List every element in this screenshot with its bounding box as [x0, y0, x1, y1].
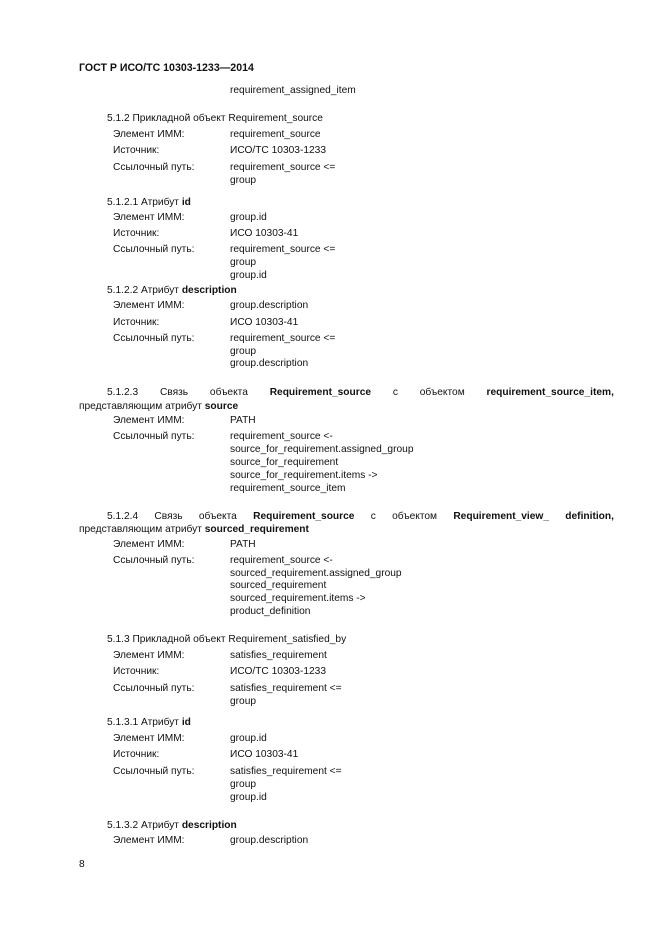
- ref-path-line: sourced_requirement: [230, 580, 327, 591]
- label-ref-path: Ссылочный путь:: [113, 244, 195, 255]
- section-5-1-3-title: 5.1.3 Прикладной объект Requirement_satisfied_by: [107, 634, 347, 645]
- ref-path-line: group: [230, 346, 257, 357]
- ref-path-line: source_for_requirement.assigned_group: [230, 444, 414, 455]
- section-5-1-2-4-continuation: [79, 523, 309, 536]
- title-word: Связь: [154, 511, 183, 522]
- label-imm: Элемент ИММ:: [113, 733, 185, 744]
- section-5-1-2-3-title: [107, 386, 614, 399]
- ref-path-line: group.id: [230, 270, 267, 281]
- title-word: объекта: [209, 387, 248, 398]
- value-source: ИСО/ТС 10303-1233: [230, 666, 327, 677]
- value-imm: group.id: [230, 733, 267, 744]
- label-imm: Элемент ИММ:: [113, 650, 185, 661]
- continuation-text: представляющим атрибут: [79, 524, 202, 535]
- label-imm: Элемент ИММ:: [113, 300, 185, 311]
- title-word: Связь: [159, 387, 189, 398]
- attr-word: Атрибут: [141, 285, 179, 296]
- intro-line: requirement_assigned_item: [230, 85, 356, 96]
- label-ref-path: Ссылочный путь:: [113, 683, 195, 694]
- ref-path-line: product_definition: [230, 606, 311, 617]
- section-5-1-2-2-title: [107, 284, 237, 297]
- section-5-1-3-1-title: [107, 716, 191, 729]
- title-word: объекта: [198, 511, 237, 522]
- section-5-1-3-2-title: [107, 819, 237, 832]
- title-word: 5.1.2.4: [107, 511, 139, 522]
- ref-path-line: requirement_source <-: [230, 431, 333, 442]
- title-word: definition,: [565, 511, 614, 522]
- title-word: 5.1.2.3: [107, 387, 139, 398]
- section-number: 5.1.2.1: [107, 197, 139, 208]
- attr-word: Атрибут: [141, 820, 179, 831]
- page-number: 8: [79, 859, 85, 870]
- attr-name: description: [181, 820, 237, 831]
- ref-path-line: satisfies_requirement <=: [230, 683, 342, 694]
- label-ref-path: Ссылочный путь:: [113, 162, 195, 173]
- label-ref-path: Ссылочный путь:: [113, 766, 195, 777]
- ref-path-line: group: [230, 696, 257, 707]
- value-imm: group.description: [230, 835, 309, 846]
- label-imm: Элемент ИММ:: [113, 539, 185, 550]
- value-imm: PATH: [230, 539, 256, 550]
- value-source: ИСО 10303-41: [230, 317, 299, 328]
- title-word: объектом: [392, 511, 438, 522]
- ref-path-line: source_for_requirement: [230, 457, 339, 468]
- attr-name: sourced_requirement: [204, 524, 309, 535]
- label-ref-path: Ссылочный путь:: [113, 431, 195, 442]
- section-number: 5.1.3.2: [107, 820, 139, 831]
- title-word: Requirement_source: [269, 387, 372, 398]
- title-word: requirement_source_item,: [486, 387, 614, 398]
- value-imm: satisfies_requirement: [230, 650, 327, 661]
- ref-path-line: requirement_source <=: [230, 244, 336, 255]
- value-source: ИСО 10303-41: [230, 228, 299, 239]
- label-ref-path: Ссылочный путь:: [113, 333, 195, 344]
- ref-path-line: group.id: [230, 792, 267, 803]
- ref-path-line: satisfies_requirement <=: [230, 766, 342, 777]
- value-source: ИСО 10303-41: [230, 749, 299, 760]
- section-5-1-2-3-continuation: [79, 400, 238, 413]
- ref-path-line: group: [230, 175, 257, 186]
- label-imm: Элемент ИММ:: [113, 415, 185, 426]
- ref-path-line: requirement_source <-: [230, 555, 333, 566]
- value-imm: group.description: [230, 300, 309, 311]
- value-imm: requirement_source: [230, 129, 321, 140]
- title-word: с: [392, 387, 398, 398]
- attr-word: Атрибут: [141, 717, 179, 728]
- label-source: Источник:: [113, 666, 160, 677]
- label-source: Источник:: [113, 145, 160, 156]
- label-imm: Элемент ИММ:: [113, 129, 185, 140]
- ref-path-line: requirement_source <=: [230, 162, 336, 173]
- attr-name: id: [181, 197, 191, 208]
- continuation-text: представляющим атрибут: [79, 401, 202, 412]
- title-word: Requirement_view_: [453, 511, 550, 522]
- value-imm: PATH: [230, 415, 256, 426]
- ref-path-line: sourced_requirement.assigned_group: [230, 568, 402, 579]
- section-number: 5.1.2.2: [107, 285, 139, 296]
- ref-path-line: group: [230, 779, 257, 790]
- title-word: с: [370, 511, 376, 522]
- section-5-1-2-4-title: [107, 510, 614, 523]
- title-word: Requirement_source: [253, 511, 355, 522]
- section-5-1-2-1-title: [107, 196, 191, 209]
- section-5-1-2-title: 5.1.2 Прикладной объект Requirement_source: [107, 113, 323, 124]
- attr-name: description: [181, 285, 237, 296]
- label-source: Источник:: [113, 749, 160, 760]
- title-word: объектом: [419, 387, 465, 398]
- label-ref-path: Ссылочный путь:: [113, 555, 195, 566]
- value-source: ИСО/ТС 10303-1233: [230, 145, 327, 156]
- document-header: ГОСТ Р ИСО/ТС 10303-1233—2014: [79, 62, 254, 74]
- ref-path-line: group.description: [230, 358, 309, 369]
- section-number: 5.1.3.1: [107, 717, 139, 728]
- value-imm: group.id: [230, 212, 267, 223]
- label-source: Источник:: [113, 228, 160, 239]
- ref-path-line: source_for_requirement.items ->: [230, 470, 378, 481]
- ref-path-line: requirement_source <=: [230, 333, 336, 344]
- ref-path-line: requirement_source_item: [230, 483, 346, 494]
- label-imm: Элемент ИММ:: [113, 835, 185, 846]
- attr-word: Атрибут: [141, 197, 179, 208]
- ref-path-line: group: [230, 257, 257, 268]
- attr-name: source: [204, 401, 239, 412]
- ref-path-line: sourced_requirement.items ->: [230, 593, 366, 604]
- label-imm: Элемент ИММ:: [113, 212, 185, 223]
- label-source: Источник:: [113, 317, 160, 328]
- attr-name: id: [181, 717, 191, 728]
